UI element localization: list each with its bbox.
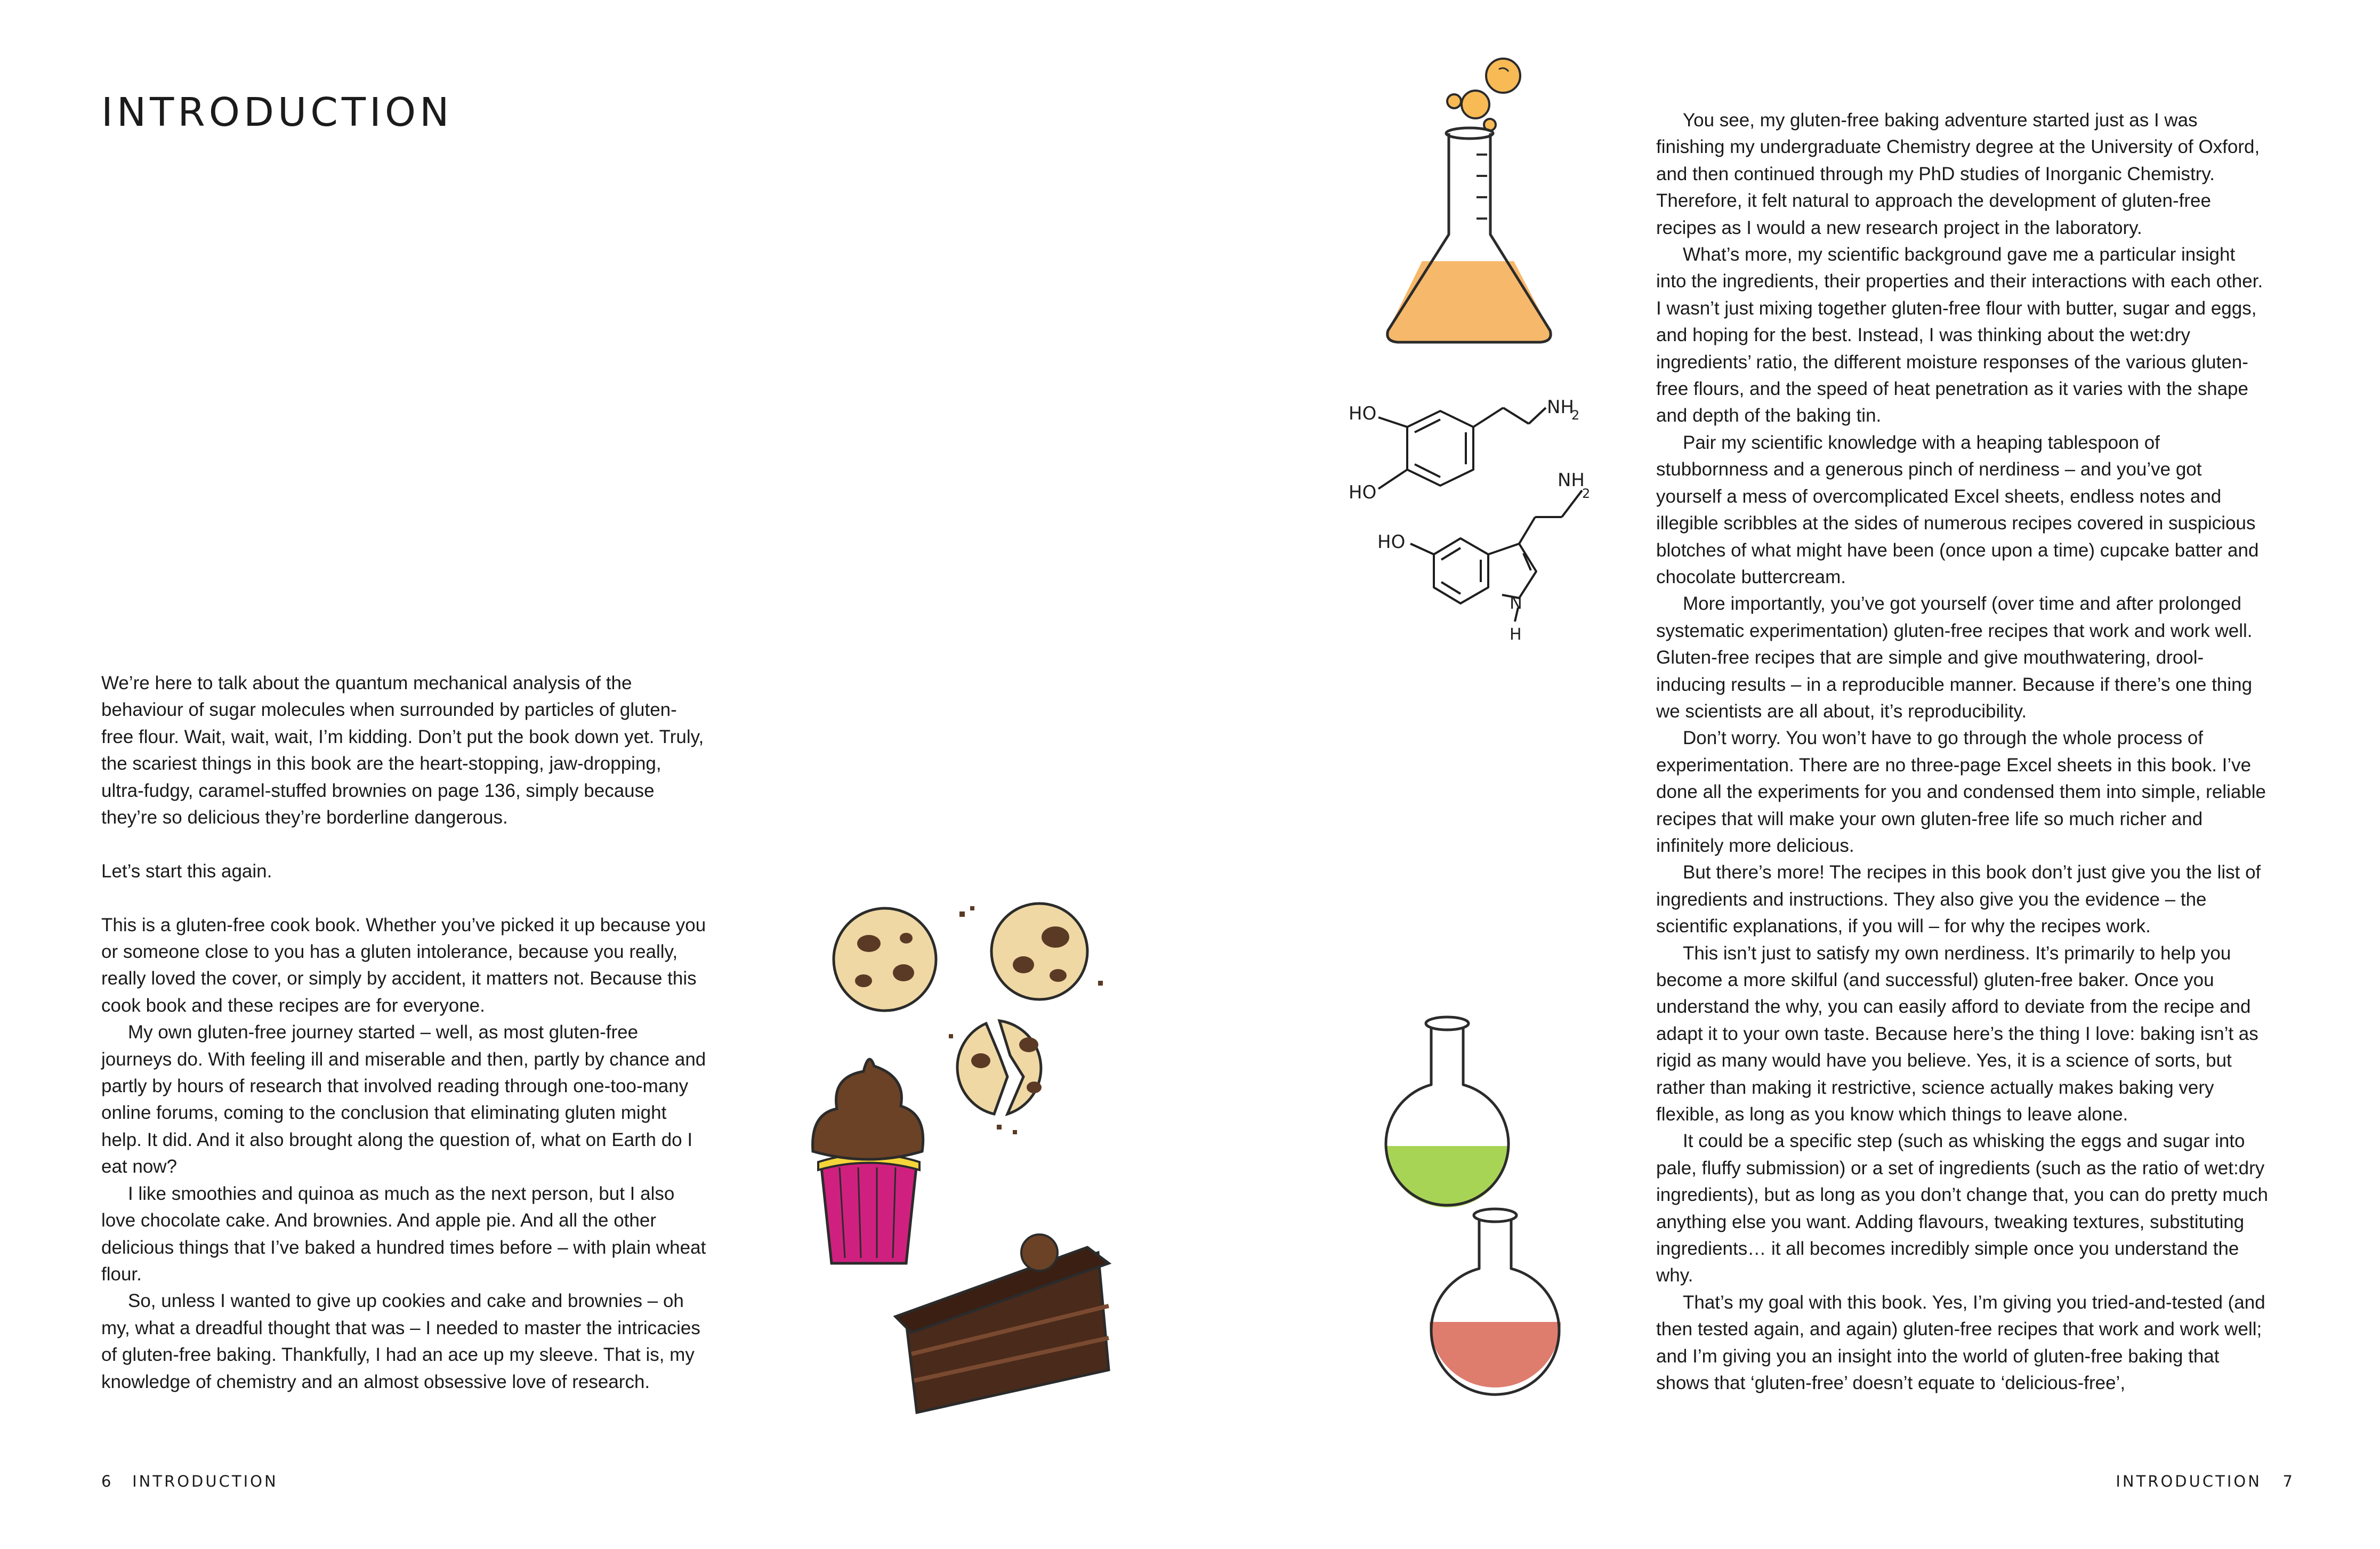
green-flask-illustration	[1370, 1013, 1524, 1215]
running-head: INTRODUCTION	[2116, 1472, 2262, 1490]
red-flask-illustration	[1418, 1205, 1572, 1397]
page-title: INTRODUCTION	[101, 90, 453, 135]
hydroxyl-label: HO	[1349, 482, 1377, 503]
amine-subscript: 2	[1582, 486, 1591, 501]
right-page-footer	[2116, 1472, 2293, 1490]
broken-cookie-icon	[957, 1021, 1042, 1114]
serotonin-molecule-drawing	[1370, 464, 1620, 645]
paragraph: You see, my gluten-free baking adventure started just as I was finishing my undergraduate Chemistry degree at the University of Oxford, and then continued through my PhD studies of Inorganic Chemistry. Therefore, it felt natural to approach the development of gluten-free recipes as I would a new research project in the laboratory.	[1656, 110, 2260, 238]
paragraph: So, unless I wanted to give up cookies and cake and brownies – oh my, what a dreadful thought that was – I needed to master the intricacies of gluten-free baking. Thankfully, I had an ace up my sleeve. That is, my knowledge of chemistry and an almost obsessive love of research.	[101, 1290, 700, 1392]
paragraph: That’s my goal with this book. Yes, I’m giving you tried-and-tested (and then tested again, and again) gluten-free recipes that work and work well; and I’m giving you an insight into the world of gluten-free baking that shows that ‘gluten-free’ doesn’t equate to ‘delicious-free’,	[1656, 1292, 2265, 1394]
left-page-footer	[101, 1472, 278, 1490]
flask-graduations	[1477, 155, 1487, 219]
paragraph: We’re here to talk about the quantum mechanical analysis of the behaviour of sugar molecules when surrounded by particles of gluten-free flour. Wait, wait, wait, I’m kidding. Don’t put the book down yet. Truly, the scariest things in this book are the heart-stopping, jaw-dropping, ultra-fudgy, caramel-stuffed brownies on page 136, simply because they’re so delicious they’re borderline dangerous.	[101, 673, 704, 828]
ring-nitrogen-label: N	[1510, 593, 1522, 613]
running-head: INTRODUCTION	[132, 1472, 278, 1490]
paragraph: I like smoothies and quinoa as much as the next person, but I also love chocolate cake. And brownies. And apple pie. And all the other delicious things that I’ve baked a hundred times before – with plain wheat flour.	[101, 1183, 706, 1285]
amine-label: NH	[1558, 470, 1585, 491]
flask-bubbles	[1447, 59, 1520, 131]
amine-subscript: 2	[1571, 408, 1580, 423]
amine-label: NH	[1547, 397, 1574, 418]
paragraph: But there’s more! The recipes in this book don’t just give you the list of ingredients and instructions. They also give you the evidence – the scientific explanations, if you will – for why the recipes work.	[1656, 862, 2261, 937]
left-text-column	[101, 670, 709, 1395]
paragraph: More importantly, you’ve got yourself (over time and after prolonged systematic experimentation) gluten-free recipes that work and work well. Gluten-free recipes that are simple and give mouthwatering, drool-inducing results – in a reproducible manner. Because if there’s one thing we scientists are all about, it’s reproducibility.	[1656, 593, 2253, 722]
page-number: 6	[101, 1472, 111, 1490]
paragraph: Let’s start this again.	[101, 860, 272, 882]
paragraph: My own gluten-free journey started – well, as most gluten-free journeys do. With feeling ill and miserable and then, partly by chance and partly by hours of research that involved reading through one-too-many online forums, coming to the conclusion that eliminating gluten might help. It did. And it also brought along the question of, what on Earth do I eat now?	[101, 1022, 706, 1177]
paragraph: Don’t worry. You won’t have to go through the whole process of experimentation. There are no three-page Excel sheets in this book. I’ve done all the experiments for you and condensed them into simple, reliable recipes that will make your own gluten-free life so much richer and infinitely more delicious.	[1656, 728, 2266, 856]
flask-liquid	[1387, 261, 1550, 341]
paragraph: This is a gluten-free cook book. Whether you’ve picked it up because you or someone close to you has a gluten intolerance, because you really, really loved the cover, or simply by accident, it matters not. Because this cook book and these recipes are for everyone.	[101, 914, 706, 1016]
paragraph: It could be a specific step (such as whisking the eggs and sugar into pale, fluffy submission) or a set of ingredients (such as the ratio of wet:dry ingredients), but as long as you don’t change that, you can do pretty much anything else you want. Adding flavours, tweaking textures, substituting ingredients… it all becomes incredibly simple once you understand the why.	[1656, 1131, 2268, 1286]
cake-slice-icon	[895, 1235, 1109, 1413]
orange-flask-illustration	[1381, 53, 1556, 352]
paragraph: This isn’t just to satisfy my own nerdiness. It’s primarily to help you become a more skilful (and successful) gluten-free baker. Once you understand the why, you can easily afford to deviate from the recipe and adapt it to your own taste. Because here’s the thing I love: baking isn’t as rigid as many would have you believe. Yes, it is a science of sorts, but rather than making it restrictive, science actually makes baking very flexible, as long as you know which things to leave alone.	[1656, 942, 2258, 1125]
hydroxyl-label: HO	[1349, 403, 1377, 424]
cupcake-icon	[813, 1059, 923, 1263]
cookie-icon	[991, 903, 1087, 999]
ring-hydrogen-label: H	[1510, 625, 1522, 644]
hydroxyl-label: HO	[1377, 531, 1406, 553]
paragraph: Pair my scientific knowledge with a heaping tablespoon of stubbornness and a generous pinch of nerdiness – and you’ve got yourself a mess of overcomplicated Excel sheets, endless notes and illegible scribbles at the sides of numerous recipes covered in suspicious blotches of what might have been (once upon a time) cupcake batter and chocolate buttercream.	[1656, 432, 2259, 587]
right-text-column	[1656, 107, 2269, 1397]
baked-goods-illustration	[789, 901, 1151, 1429]
cookie-icon	[834, 908, 936, 1011]
page-number: 7	[2282, 1472, 2293, 1490]
paragraph: What’s more, my scientific background gave me a particular insight into the ingredients, their properties and their interactions with each other. I wasn’t just mixing together gluten-free flour with butter, sugar and eggs, and hoping for the best. Instead, I was thinking about the wet:dry ingredients’ ratio, the different moisture responses of the various gluten-free flours, and the speed of heat penetration as it varies with the shape and depth of the baking tin.	[1656, 244, 2263, 426]
